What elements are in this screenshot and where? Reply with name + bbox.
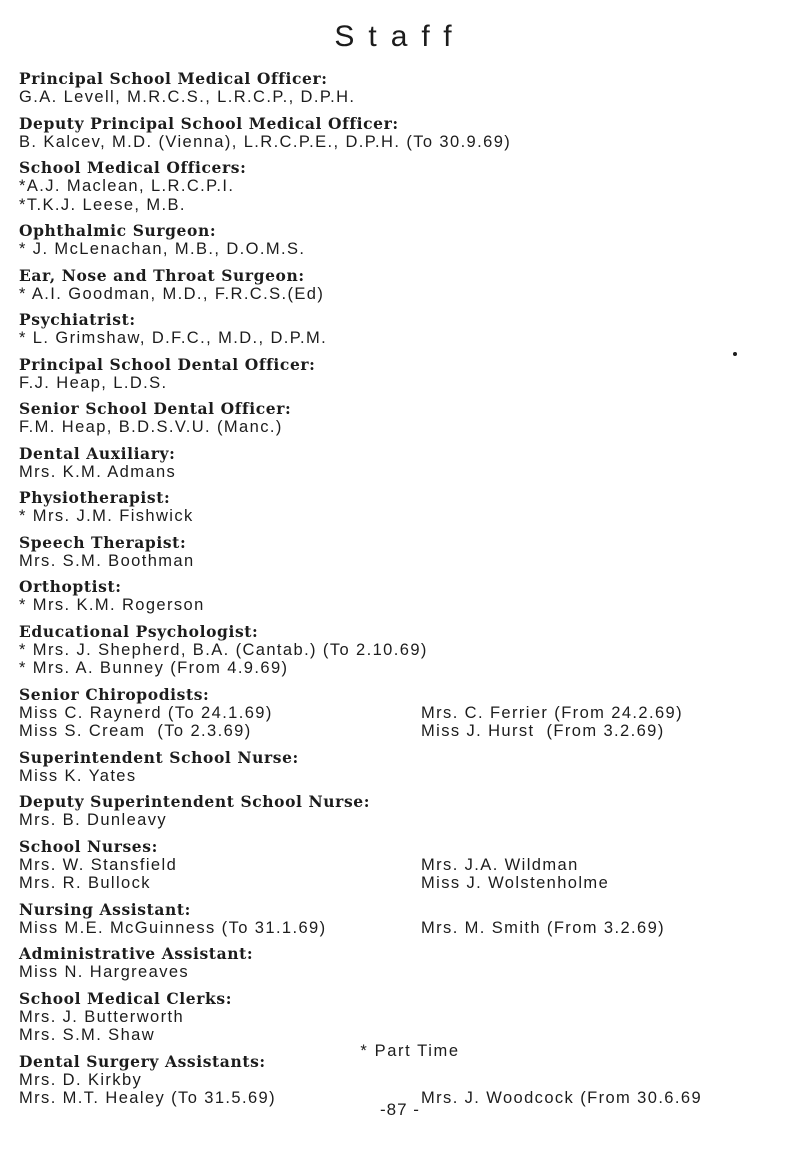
staff-section: [19, 115, 789, 152]
staff-entry-right: Miss J. Hurst (From 3.2.69): [421, 722, 665, 740]
staff-entry: Mrs. S.M. Boothman: [19, 551, 195, 570]
section-heading: Senior School Dental Officer:: [19, 399, 292, 418]
staff-entry: Miss N. Hargreaves: [19, 963, 190, 981]
section-heading: Psychiatrist:: [19, 310, 136, 329]
staff-section: [19, 838, 789, 893]
staff-entry: F.J. Heap, L.D.S.: [19, 373, 168, 392]
section-heading: Administrative Assistant:: [19, 944, 254, 963]
staff-section: [19, 945, 789, 982]
section-heading: Deputy Superintendent School Nurse:: [19, 792, 371, 811]
staff-section: [19, 901, 789, 938]
staff-entry: * Mrs. J.M. Fishwick: [19, 507, 194, 525]
staff-entry: * J. McLenachan, M.B., D.O.M.S.: [19, 240, 306, 258]
staff-entry-left: Mrs. W. Stansfield: [19, 855, 178, 874]
section-heading: Ear, Nose and Throat Surgeon:: [19, 265, 305, 285]
staff-entry: Mrs. J. Butterworth: [19, 1007, 185, 1026]
staff-entry-row: [19, 919, 789, 938]
staff-entry: G.A. Levell, M.R.C.S., L.R.C.P., D.P.H.: [19, 88, 356, 106]
staff-section: [19, 578, 789, 615]
staff-entry: * L. Grimshaw, D.F.C., M.D., D.P.M.: [19, 329, 328, 347]
section-heading: Nursing Assistant:: [19, 899, 191, 919]
section-heading: Physiotherapist:: [19, 488, 171, 507]
staff-entry: *T.K.J. Leese, M.B.: [19, 195, 186, 214]
section-heading: Deputy Principal School Medical Officer:: [19, 113, 399, 133]
staff-entry-right: Mrs. J. Woodcock (From 30.6.69: [421, 1089, 703, 1107]
staff-section: [19, 222, 789, 259]
staff-entry: B. Kalcev, M.D. (Vienna), L.R.C.P.E., D.P.H. (To 30.9.69): [19, 132, 512, 151]
staff-entry-row: [19, 874, 789, 893]
staff-entry: Mrs. D. Kirkby: [19, 1070, 143, 1089]
section-heading: Principal School Medical Officer:: [19, 69, 328, 88]
staff-section: [19, 70, 789, 107]
staff-entry: * A.I. Goodman, M.D., F.R.C.S.(Ed): [19, 284, 325, 303]
staff-entry: *A.J. Maclean, L.R.C.P.I.: [19, 177, 235, 195]
staff-section: [19, 990, 789, 1045]
staff-entry: * Mrs. J. Shepherd, B.A. (Cantab.) (To 2.10.69): [19, 640, 428, 659]
page-title: Staff: [334, 20, 466, 53]
staff-entry-left: Miss S. Cream (To 2.3.69): [19, 722, 252, 740]
staff-section: [19, 400, 789, 437]
staff-section: [19, 489, 789, 526]
staff-list: [19, 70, 789, 1116]
staff-entry: Miss K. Yates: [19, 766, 137, 785]
section-heading: Ophthalmic Surgeon:: [19, 221, 217, 240]
section-heading: Educational Psychologist:: [19, 621, 259, 641]
staff-entry-right: Mrs. M. Smith (From 3.2.69): [421, 918, 666, 937]
staff-entry: * Mrs. K.M. Rogerson: [19, 596, 205, 614]
staff-section: [19, 159, 789, 214]
staff-entry: Mrs. B. Dunleavy: [19, 811, 168, 829]
staff-entry-row: [19, 856, 789, 875]
section-heading: Dental Surgery Assistants:: [19, 1051, 266, 1071]
section-heading: Dental Auxiliary:: [19, 443, 176, 463]
staff-entry-row: [19, 704, 789, 723]
staff-section: [19, 749, 789, 786]
staff-entry-row: [19, 722, 789, 741]
section-heading: School Nurses:: [19, 836, 158, 856]
staff-entry-left: Mrs. R. Bullock: [19, 874, 151, 892]
staff-entry-left: Miss C. Raynerd (To 24.1.69): [19, 703, 273, 722]
staff-entry: * Mrs. A. Bunney (From 4.9.69): [19, 659, 289, 677]
staff-section: [19, 686, 789, 741]
staff-section: [19, 623, 789, 678]
staff-section: [19, 534, 789, 571]
staff-entry-left: Miss M.E. McGuinness (To 31.1.69): [19, 918, 327, 937]
section-heading: Principal School Dental Officer:: [19, 354, 316, 374]
staff-section: [19, 267, 789, 304]
staff-entry: Mrs. K.M. Admans: [19, 462, 177, 481]
footnote: * Part Time: [360, 1042, 460, 1060]
staff-section: [19, 793, 789, 830]
page-number: -87 -: [380, 1100, 420, 1119]
section-heading: Superintendent School Nurse:: [19, 747, 299, 767]
staff-entry-right: Mrs. C. Ferrier (From 24.2.69): [421, 703, 684, 722]
staff-entry-right: Miss J. Wolstenholme: [421, 874, 610, 892]
staff-entry: F.M. Heap, B.D.S.V.U. (Manc.): [19, 418, 283, 436]
section-heading: Orthoptist:: [19, 577, 122, 596]
staff-section: [19, 356, 789, 393]
staff-entry: Mrs. S.M. Shaw: [19, 1026, 156, 1044]
section-heading: Senior Chiropodists:: [19, 684, 210, 704]
section-heading: Speech Therapist:: [19, 532, 187, 552]
staff-entry-left: Mrs. M.T. Healey (To 31.5.69): [19, 1089, 277, 1107]
section-heading: School Medical Officers:: [19, 158, 247, 177]
staff-entry-right: Mrs. J.A. Wildman: [421, 855, 579, 874]
staff-section: [19, 311, 789, 348]
staff-section: [19, 445, 789, 482]
section-heading: School Medical Clerks:: [19, 988, 233, 1008]
